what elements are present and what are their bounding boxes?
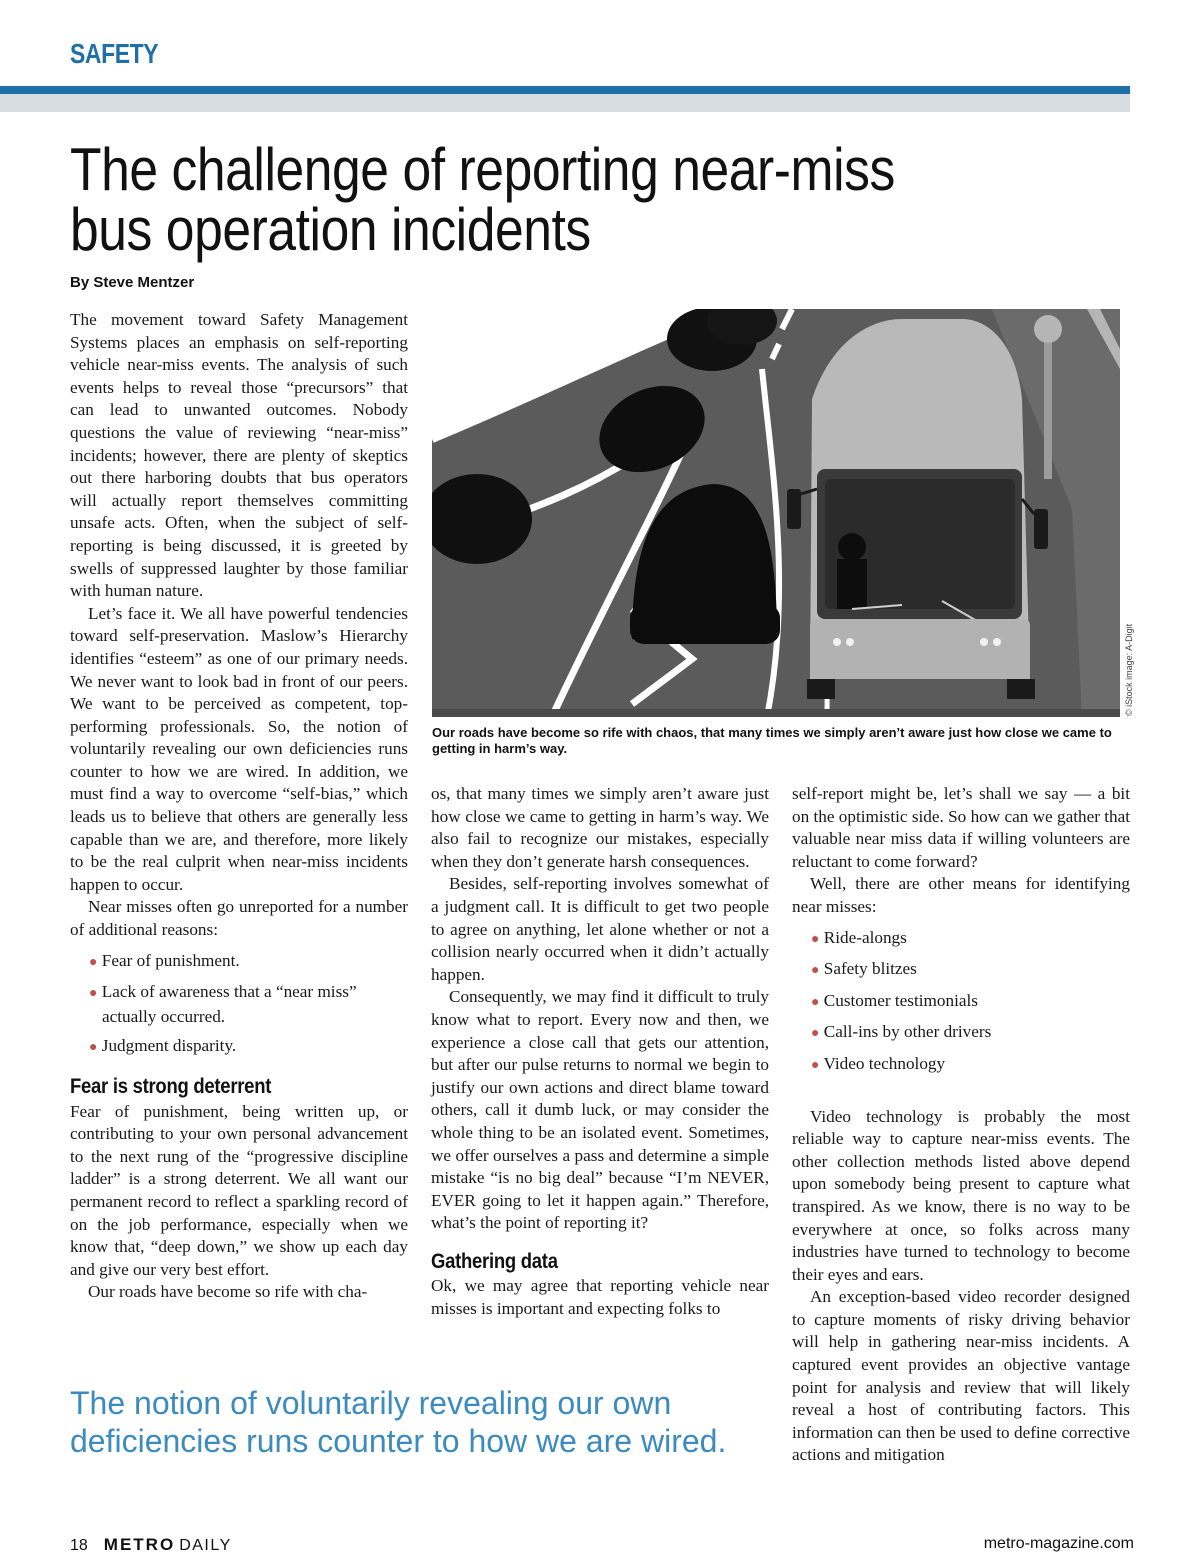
subheading: Gathering data	[431, 1249, 558, 1273]
bullet-icon: ●	[89, 986, 98, 1002]
bullet-icon: ●	[811, 1026, 820, 1042]
paragraph: An exception-based video recorder designed to capture moments of risky driving behavior will help in gathering near-miss incidents. A captured event provides an objective vantage point for analysis and review that will likely reveal a host of contributing factors. This information can then be used to define corrective actions and mitigation	[792, 1287, 1130, 1465]
section-label: SAFETY	[70, 38, 159, 69]
bullet-icon: ●	[89, 1040, 98, 1056]
list-item-text: Video technology	[823, 1053, 946, 1073]
article-column-1	[70, 309, 408, 1304]
list-item-text: Call-ins by other drivers	[823, 1022, 992, 1042]
list-item	[792, 990, 1130, 1015]
list-item	[70, 981, 408, 1028]
list-item-text: Judgment disparity.	[101, 1036, 237, 1056]
paragraph: Besides, self-reporting involves somewhat of a judgment call. It is difficult to get two people to agree on anything, let alone whether or not a collision nearly occurred when it didn’t actually happen.	[431, 874, 769, 984]
article-column-3	[792, 783, 1130, 1467]
list-item	[792, 1053, 1130, 1078]
list-item-text: Fear of punishment.	[101, 950, 240, 970]
image-credit: © iStock image: A-Digit	[1124, 623, 1134, 716]
byline: By Steve Mentzer	[70, 274, 195, 291]
article-column-2	[431, 783, 769, 1321]
page-number: 18	[70, 1537, 88, 1554]
paragraph: Video technology is probably the most reliable way to capture near-miss events. The other collection methods listed above depend upon somebody being present to capture what transpired. As we know, there is no way to be everywhere at once, so folks across many industries have turned to technology to become their eyes and ears.	[792, 1106, 1130, 1284]
list-item-text: Customer testimonials	[823, 990, 978, 1010]
paragraph: self-report might be, let’s shall we say — a bit on the optimistic side. So how can we gather that valuable near miss data if willing volunteers are reluctant to come forward?	[792, 784, 1130, 871]
bullet-icon: ●	[811, 1057, 820, 1073]
paragraph: Consequently, we may find it difficult to truly know what to report. Every now and then, we experience a close call that gets our attention, but after our pulse returns to normal we begin to justify our own actions and direct blame toward others, call it dumb luck, or may consider the whole thing to be an isolated event. Sometimes, we offer ourselves a pass and determine a simple mistake “is no big deal” because “I’m NEVER, EVER going to let it happen again.” Therefore, what’s the point of reporting it?	[431, 987, 769, 1233]
paragraph: Let’s face it. We all have powerful tendencies toward self-preservation. Maslow’s Hierarchy identifies “esteem” as one of our primary needs. We never want to look bad in front of our peers. We want to be perceived as competent, top-performing professionals. So, the notion of voluntarily revealing our own deficiencies runs counter to how we are wired. In addition, we must find a way to overcome “self-bias,” which leads us to believe that others are generally less capable than we are, and therefore, more likely to be the real culprit when near-miss incidents happen to occur.	[70, 603, 408, 894]
footer-folio	[70, 1535, 232, 1555]
paragraph: Ok, we may agree that reporting vehicle near misses is important and expecting folks to	[431, 1276, 769, 1319]
paragraph: Fear of punishment, being written up, or contributing to your own personal advancement to the next rung of the “progressive discipline ladder” is a strong deterrent. We all want our permanent record to reflect a sparkling record of on the job performance, especially when we know that, “deep down,” we show up each day and give our very best effort.	[70, 1101, 408, 1279]
list-item	[70, 1035, 408, 1060]
subheading: Fear is strong deterrent	[70, 1075, 272, 1098]
list-item	[792, 1021, 1130, 1046]
bullet-icon: ●	[89, 954, 98, 970]
bullet-icon: ●	[811, 994, 820, 1010]
header-rule-shadow	[0, 94, 1130, 112]
publication-brand: METRO	[103, 1535, 176, 1554]
image-caption: Our roads have become so rife with chaos, that many times we simply aren’t aware just how close we came to getting in harm’s way.	[432, 725, 1112, 756]
methods-list	[792, 927, 1130, 1078]
list-item-text: Ride-alongs	[823, 927, 907, 947]
publication-brand-suffix: DAILY	[179, 1537, 232, 1554]
paragraph: Well, there are other means for identifying near misses:	[792, 874, 1130, 916]
paragraph: The movement toward Safety Management Systems places an emphasis on self-reporting vehicle near-miss events. The analysis of such events helps to reveal those “precursors” that can lead to unwanted outcomes. Nobody questions the value of reviewing “near-miss” incidents; however, there are plenty of skeptics out there harboring doubts that bus operators will actually report themselves committing unsafe acts. Often, when the subject of self-reporting is being discussed, it is greeted by swells of suppressed laughter by those familiar with human nature.	[70, 310, 408, 601]
bullet-icon: ●	[811, 963, 820, 979]
list-item-text: Safety blitzes	[823, 959, 917, 979]
article-headline: The challenge of reporting near-miss bus operation incidents	[70, 136, 895, 263]
paragraph: os, that many times we simply aren’t aware just how close we came to getting in harm’s way. We also fail to recognize our mistakes, especially when they don’t generate harsh consequences.	[431, 784, 769, 871]
pull-quote: The notion of voluntarily revealing our own deficiencies runs counter to how we are wired.	[70, 1385, 727, 1459]
list-item-text: Lack of awareness that a “near miss” actually occurred.	[101, 982, 357, 1026]
footer-url[interactable]: metro-magazine.com	[983, 1535, 1134, 1552]
paragraph: Our roads have become so rife with cha-	[88, 1282, 368, 1302]
reasons-list	[70, 950, 408, 1060]
list-item	[792, 927, 1130, 952]
bullet-icon: ●	[811, 931, 820, 947]
bus-road-illustration	[432, 309, 1120, 717]
paragraph: Near misses often go unreported for a number of additional reasons:	[70, 897, 408, 940]
header-rule	[0, 86, 1130, 94]
list-item	[792, 958, 1130, 983]
list-item	[70, 950, 408, 975]
